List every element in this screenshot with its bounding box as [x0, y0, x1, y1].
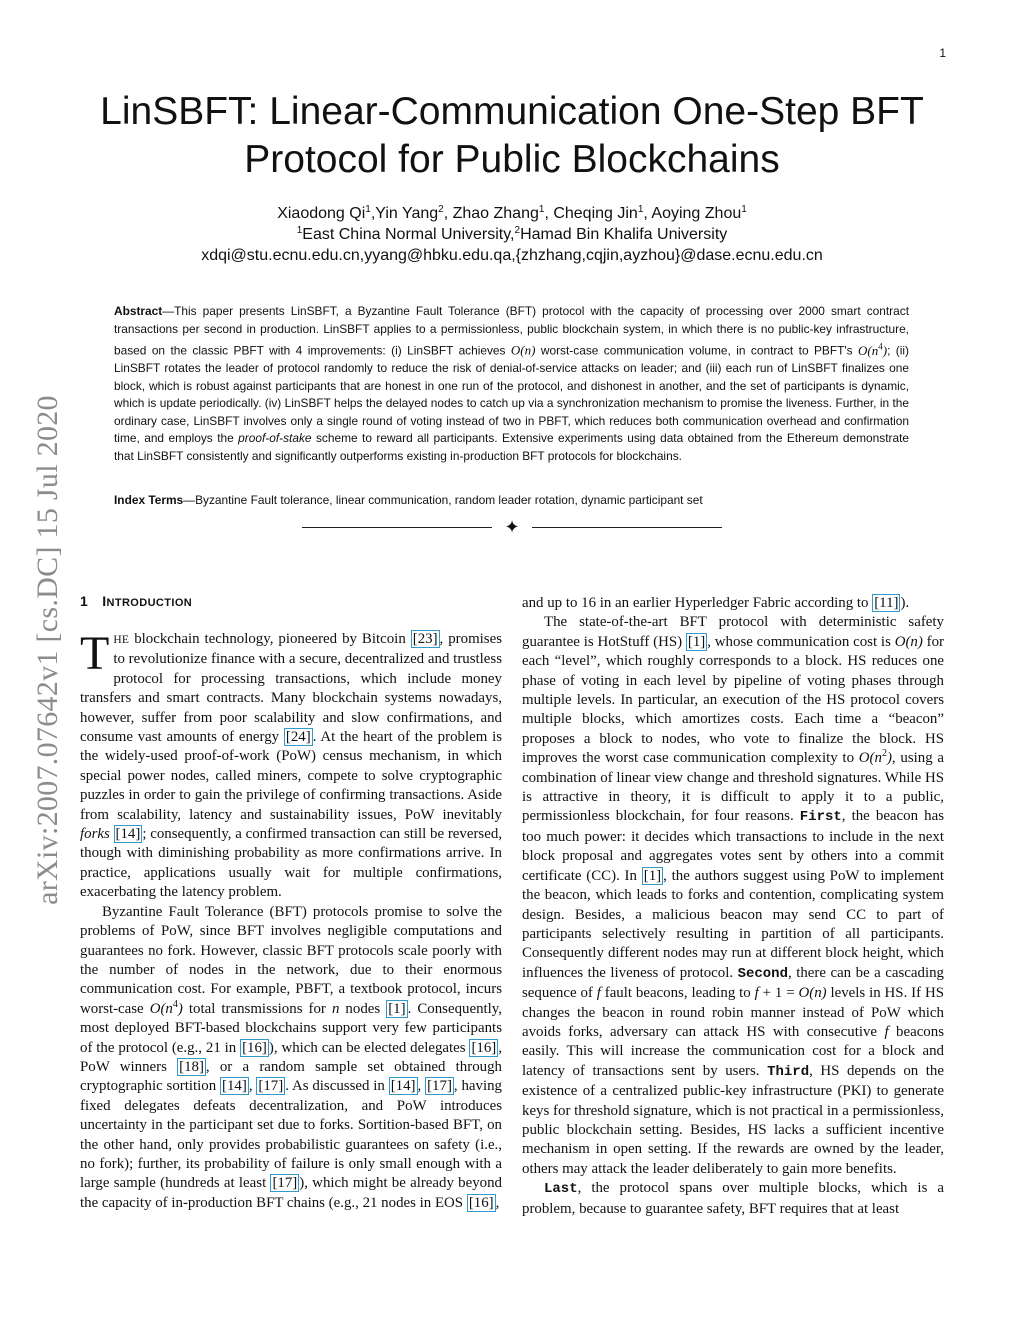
author-name: Yin Yang — [375, 205, 439, 222]
math-o-n4 — [858, 343, 887, 358]
body-text: ), which can be elected delegates — [268, 1039, 470, 1056]
math-close: ) — [882, 342, 888, 358]
abstract — [114, 303, 909, 466]
abstract-text: scheme to reward all participants. Extensive experiments using data obtained from the Ethereum demonstrate that LinSBFT consistently and significantly outperforms existing in-production BFT protocols for blockchains. — [114, 431, 909, 464]
citation-link[interactable]: [1] — [687, 633, 706, 650]
proof-of-stake-term: proof-of-stake — [238, 431, 312, 446]
section-divider — [302, 518, 722, 538]
body-text: + 1 = — [758, 985, 799, 1002]
body-text: . Consequently, most deployed BFT-based blockchains support very few participants of the protocol (e.g., 21 in — [80, 1000, 503, 1056]
citation-link[interactable]: [16] — [471, 1039, 497, 1056]
keyword-last: Last — [544, 1181, 578, 1198]
abstract-text: ; (ii) LinSBFT rotates the leader of protocol randomly to reduce the risk of denial-of-service attacks on leader; and (iii) each run of LinSBFT finalizes one block, which is robust against participants that are honest in one run of the protocol, and dishonest in another, and the set of participants is dynamic, which is update periodically. (iv) LinSBFT helps the delayed nodes to catch up via a synchronization mechanism to promise the liveness. Further, in the ordinary case, LinSBFT involves only a single round of voting instead of two in PBFT, which reduces both communication overhead and confirmation time, and employs the — [114, 343, 910, 446]
body-text: ; consequently, a confirmed transaction can still be reversed, though with diminishing probability as more confirmations arrive. In practice, applications usually wait for multiple confirmations, exacerbating the latency problem. — [80, 826, 502, 901]
math-f: f — [596, 985, 601, 1002]
math-base: O(n — [858, 750, 882, 767]
body-text: , — [417, 1078, 426, 1095]
body-text: , promises to revolutionize finance with a secure, decentralized and trustless protocol for processing transactions, which include money transfers and smart contracts. Many blockchain systems nowadays, however, suffer from poor scalability and slow confirmations, and consume vast amounts of energy — [80, 631, 502, 746]
forks-term: forks — [80, 826, 110, 843]
math-base: O(n — [149, 1000, 173, 1017]
paper-title — [80, 88, 944, 184]
math-o-n: O(n) — [894, 633, 923, 650]
body-text: , the beacon has too much power: it decides which transactions to include in the next block proposal and aggregates votes sent by others into a commit certificate (CC). In — [522, 808, 944, 884]
body-text: ). — [900, 595, 910, 611]
paragraph — [522, 594, 944, 613]
section-title-rest: NTRODUCTION — [106, 597, 193, 609]
citation-link[interactable]: [14] — [115, 826, 141, 843]
citation-link[interactable]: [1] — [388, 1000, 406, 1017]
divider-star-icon: ✦ — [504, 517, 520, 538]
body-text: , — [248, 1078, 257, 1095]
abstract-text: This paper presents LinSBFT, a Byzantine Fault Tolerance (BFT) protocol with the capacity of processing over 2000 smart contract transactions per second in production. LinSBFT applies to a permissionless, public blockchain system, in which there is no public-key infrastructure, based on the classic PBFT with 4 improvements: (i) LinSBFT achieves — [114, 304, 909, 358]
section-heading-introduction — [80, 593, 192, 609]
index-terms-label: Index Terms — [114, 493, 184, 507]
keyword-second: Second — [737, 965, 788, 982]
index-terms — [114, 492, 909, 509]
body-text: Byzantine Fault Tolerance (BFT) protocols promise to solve the problems of PoW, since BFT involves negligible computations and guarantees no fork. However, classic BFT protocols scale poorly with the number of nodes in the network, due to their enormous communication cost. For example, PBFT, a textbook protocol, incurs worst-case — [80, 903, 502, 1017]
body-text: , having fixed delegates defeats decentralization, and PoW introduces uncertainty in the participant set due to forks. Sortition-based BFT, on the other hand, only provides probabilistic guarantees on safety (i.e., no fork); further, its probability of failure is only small enough with a large sample (hundreds at least — [80, 1078, 502, 1192]
body-text: total transmissions for — [182, 1000, 332, 1017]
body-text: beacons easily. This will increase the communication cost for a block and latency of transactions sent by users. — [522, 1023, 944, 1079]
section-title-initial: I — [102, 593, 107, 609]
arxiv-identifier-stamp: arXiv:2007.07642v1 [cs.DC] 15 Jul 2020 — [31, 395, 64, 905]
body-text: , HS depends on the existence of a centralized public-key infrastructure (PKI) to generate keys for threshold signature, which is not practical in a permissionless, public blockchain setting. Besides, HS lacks a sufficient incentive mechanism in open setting. If the rewards are owned by the leader, others may attack the leader deliberately to gain more benefits. — [522, 1062, 944, 1177]
math-exponent: 2 — [881, 748, 887, 760]
math-f: f — [884, 1023, 889, 1040]
keyword-third: Third — [767, 1063, 810, 1080]
affiliation-2: Hamad Bin Khalifa University — [520, 226, 728, 243]
affiliation-mark: 1 — [538, 204, 545, 215]
citation-link[interactable]: [17] — [427, 1078, 452, 1095]
affiliation-1: East China Normal University, — [302, 226, 515, 243]
keyword-first: First — [799, 809, 842, 826]
author-block — [100, 203, 924, 266]
author-name: Cheqing Jin — [553, 205, 638, 222]
math-f: f — [754, 985, 759, 1002]
divider-rule-left — [302, 527, 492, 528]
math-base: O(n — [858, 342, 879, 358]
paragraph — [80, 903, 502, 1214]
affiliation-mark: 1 — [741, 204, 747, 215]
title-line-1: LinSBFT: Linear-Communication One-Step BFT — [100, 90, 924, 133]
index-terms-dash: — — [183, 493, 196, 507]
affiliation-mark: 1 — [365, 204, 371, 215]
math-exponent: 4 — [172, 998, 178, 1010]
body-text: for each “level”, which roughly corresponds to a block. HS reduces one phase of voting in each level by pipeline of voting phases through multiple levels. In particular, an execution of the HS protocol covers multiple blocks, which amortizes costs. Each time a “beacon” proposes a block to nodes, who vote to finalize the block. HS improves the worst case communication complexity to — [522, 633, 944, 767]
body-text: levels in HS. If HS changes the beacon in round robin manner instead of PoW which avoids forks, adversary can attack HS with consecutive — [522, 985, 944, 1040]
body-text: , PoW winners — [80, 1039, 502, 1075]
math-n: n — [331, 1000, 340, 1017]
affiliations — [100, 224, 924, 245]
drop-cap: T — [80, 627, 110, 680]
affiliation-mark: 2 — [438, 204, 444, 215]
body-text: ), which might be already beyond the capacity of in-production BFT chains (e.g., 21 nodes in EOS — [80, 1175, 502, 1211]
author-emails: xdqi@stu.ecnu.edu.cn,yyang@hbku.edu.qa,{zhzhang,cqjin,ayzhou}@dase.ecnu.edu.cn — [201, 247, 823, 264]
paragraph — [522, 613, 944, 1179]
math-close: ) — [177, 1000, 183, 1017]
affiliation-mark: 2 — [514, 225, 521, 236]
citation-link[interactable]: [24] — [285, 729, 311, 746]
math-o-n: O(n) — [798, 985, 827, 1002]
citation-link[interactable]: [23] — [412, 631, 438, 647]
body-text: , — [495, 1194, 500, 1211]
body-text: , whose communication cost is — [707, 633, 895, 650]
body-text: , the authors suggest using PoW to implement the beacon, which leads to forks and contention, complicating system design. Besides, a malicious beacon may send CC to part of participants selectively resulting in partition of all participants. Consequently different nodes may run at different block height, which influences the liveness of protocol. — [522, 867, 945, 981]
citation-link[interactable]: [16] — [242, 1039, 267, 1056]
body-text: , there can be a cascading sequence of — [522, 964, 944, 1002]
section-number: 1 — [80, 593, 89, 609]
divider-rule-right — [532, 527, 722, 528]
body-text: , or a random sample set obtained through cryptographic sortition — [80, 1058, 502, 1095]
body-text: , the protocol spans over multiple blocks, which is a problem, because to guarantee safety, BFT requires that at least — [522, 1180, 944, 1217]
citation-link[interactable]: [18] — [179, 1058, 204, 1075]
citation-link[interactable]: [17] — [258, 1078, 284, 1095]
body-text: and up to 16 in an earlier Hyperledger Fabric according to — [522, 595, 873, 611]
paragraph — [80, 627, 503, 903]
citation-link[interactable]: [11] — [874, 595, 899, 611]
math-exponent: 4 — [878, 341, 883, 352]
left-column — [80, 627, 503, 1213]
smallcaps-lead: HE — [113, 634, 130, 646]
body-text: , using a combination of linear view change and threshold signatures. While HS is attractive in theory, it is difficult to apply it to a public, permissionless blockchain, for four reasons. — [522, 750, 944, 825]
right-column — [522, 594, 944, 1219]
citation-link[interactable]: [14] — [390, 1078, 416, 1095]
math-o-n: O(n) — [510, 342, 536, 358]
author-name: Zhao Zhang — [452, 205, 539, 222]
body-text: The state-of-the-art BFT protocol with deterministic safety guarantee is HotStuff (HS) — [522, 614, 944, 650]
citation-link[interactable]: [1] — [643, 867, 662, 884]
citation-link[interactable]: [17] — [272, 1175, 298, 1192]
body-text: fault beacons, leading to — [600, 985, 755, 1002]
author-names: Xiaodong Qi$^1$,Yin Yang$^2$, Zhao Zhang$^1$, Cheqing Jin$^1$, Aoying Zhou$^1$ — [277, 204, 747, 222]
title-line-2: Protocol for Public Blockchains — [244, 138, 780, 181]
affiliation-mark: 1 — [637, 204, 644, 215]
abstract-text: worst-case communication volume, in contract to PBFT's — [535, 343, 859, 358]
abstract-label: Abstract — [114, 304, 163, 318]
page-number: 1 — [939, 46, 946, 60]
author-name: Xiaodong Qi — [277, 205, 366, 222]
body-text: blockchain technology, pioneered by Bitcoin — [129, 631, 411, 647]
paragraph — [522, 1179, 944, 1219]
citation-link[interactable]: [16] — [468, 1194, 494, 1211]
abstract-dash: — — [162, 304, 175, 318]
body-text: . At the heart of the problem is the widely-used proof-of-work (PoW) census mechanism, in which special power nodes, called miners, compete to solve cryptographic puzzles in order to gain the privilege of confirming transactions. Aside from scalability, latency and sustainability issues, PoW inevitably — [80, 729, 503, 823]
math-close: ) — [886, 750, 892, 767]
author-name: Aoying Zhou — [651, 205, 742, 222]
citation-link[interactable]: [14] — [222, 1078, 247, 1095]
body-text: nodes — [339, 1000, 387, 1017]
index-terms-text: Byzantine Fault tolerance, linear communication, random leader rotation, dynamic participant set — [195, 493, 703, 507]
body-text: . As discussed in — [285, 1078, 389, 1095]
affiliation-mark: 1 — [296, 225, 303, 236]
